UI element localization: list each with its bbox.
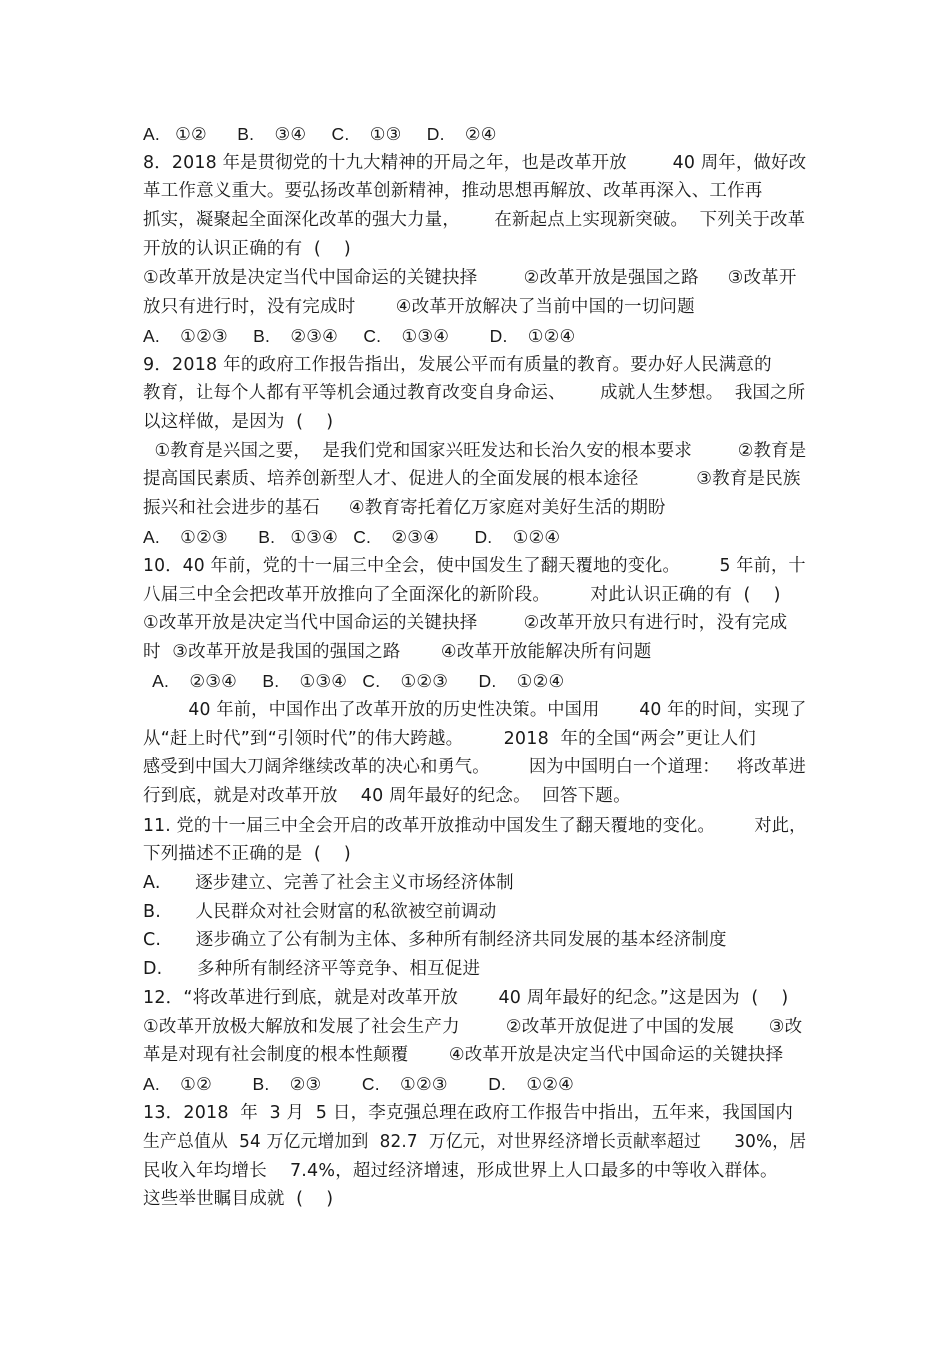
q10-stem-line-2: 八届三中全会把改革开放推向了全面深化的新阶段。 对此认识正确的有 ( ) (143, 585, 781, 605)
q8-stem-line-1: 8．2018 年是贯彻党的十九大精神的开局之年，也是改革开放 40 周年，做好改 (143, 153, 807, 173)
material-line-1: 40 年前，中国作出了改革开放的历史性决策。中国用 40 年的时间，实现了 (143, 700, 807, 720)
q11-option-b: B. 人民群众对社会财富的私欲被空前调动 (143, 902, 497, 922)
q13-stem-line-2: 生产总值从 54 万亿元增加到 82.7 万亿元，对世界经济增长贡献率超过 30%，居 (143, 1132, 807, 1152)
q12-statement-line-2: 革是对现有社会制度的根本性颠覆 ④改革开放是决定当代中国命运的关键抉择 (143, 1045, 784, 1065)
q8-statement-line-1: ①改革开放是决定当代中国命运的关键抉择 ②改革开放是强国之路 ③改革开 (143, 268, 797, 288)
q11-stem-line-2: 下列描述不正确的是 ( ) (143, 844, 351, 864)
q13-stem-line-4: 这些举世瞩目成就 ( ) (143, 1189, 334, 1209)
q9-statement-line-3: 振兴和社会进步的基石 ④教育寄托着亿万家庭对美好生活的期盼 (143, 498, 666, 518)
q9-options: A. ①②③ B. ①③④ C. ②③④ D. ①②④ (143, 527, 561, 547)
q10-statement-line-1: ①改革开放是决定当代中国命运的关键抉择 ②改革开放只有进行时，没有完成 (143, 613, 788, 633)
q11-stem-line-1: 11. 党的十一届三中全会开启的改革开放推动中国发生了翻天覆地的变化。 对此， (143, 816, 807, 836)
q9-stem-line-1: 9．2018 年的政府工作报告指出，发展公平而有质量的教育。要办好人民满意的 (143, 355, 772, 375)
q8-statement-line-2: 放只有进行时，没有完成时 ④改革开放解决了当前中国的一切问题 (143, 297, 695, 317)
q9-statement-line-2: 提高国民素质、培养创新型人才、促进人的全面发展的根本途径 ③教育是民族 (143, 469, 801, 489)
q11-option-d: D. 多种所有制经济平等竞争、相互促进 (143, 959, 481, 979)
q9-stem-line-2: 教育，让每个人都有平等机会通过教育改变自身命运、 成就人生梦想。 我国之所 (143, 383, 806, 403)
q10-statement-line-2: 时 ③改革开放是我国的强国之路 ④改革开放能解决所有问题 (143, 642, 652, 662)
q8-options: A. ①②③ B. ②③④ C. ①③④ D. ①②④ (143, 326, 576, 346)
q12-stem: 12．“将改革进行到底，就是对改革开放 40 周年最好的纪念。”这是因为 ( ) (143, 988, 789, 1008)
q10-stem-line-1: 10．40 年前，党的十一届三中全会，使中国发生了翻天覆地的变化。 5 年前，十 (143, 556, 806, 576)
q7-options: A. ①② B. ③④ C. ①③ D. ②④ (143, 124, 497, 144)
q13-stem-line-1: 13．2018 年 3 月 5 日，李克强总理在政府工作报告中指出，五年来，我国国内 (143, 1103, 794, 1123)
q11-option-c: C. 逐步确立了公有制为主体、多种所有制经济共同发展的基本经济制度 (143, 930, 727, 950)
q8-stem-line-2: 革工作意义重大。要弘扬改革创新精神，推动思想再解放、改革再深入、工作再 (143, 181, 763, 201)
q10-options: A. ②③④ B. ①③④ C. ①②③ D. ①②④ (143, 671, 565, 691)
q8-stem-line-3: 抓实，凝聚起全面深化改革的强大力量， 在新起点上实现新突破。 下列关于改革 (143, 210, 806, 230)
q12-options: A. ①② B. ②③ C. ①②③ D. ①②④ (143, 1074, 575, 1094)
material-line-2: 从“赶上时代”到“引领时代”的伟大跨越。 2018 年的全国“两会”更让人们 (143, 729, 756, 749)
q13-stem-line-3: 民收入年均增长 7.4%，超过经济增速，形成世界上人口最多的中等收入群体。 (143, 1161, 778, 1181)
material-line-3: 感受到中国大刀阔斧继续改革的决心和勇气。 因为中国明白一个道理： 将改革进 (143, 757, 806, 777)
q11-option-a: A. 逐步建立、完善了社会主义市场经济体制 (143, 873, 514, 893)
q8-stem-line-4: 开放的认识正确的有 ( ) (143, 239, 351, 259)
material-line-4: 行到底，就是对改革开放 40 周年最好的纪念。 回答下题。 (143, 786, 631, 806)
q12-statement-line-1: ①改革开放极大解放和发展了社会生产力 ②改革开放促进了中国的发展 ③改 (143, 1017, 803, 1037)
q9-statement-line-1: ①教育是兴国之要， 是我们党和国家兴旺发达和长治久安的根本要求 ②教育是 (143, 441, 807, 461)
q9-stem-line-3: 以这样做，是因为 ( ) (143, 412, 334, 432)
